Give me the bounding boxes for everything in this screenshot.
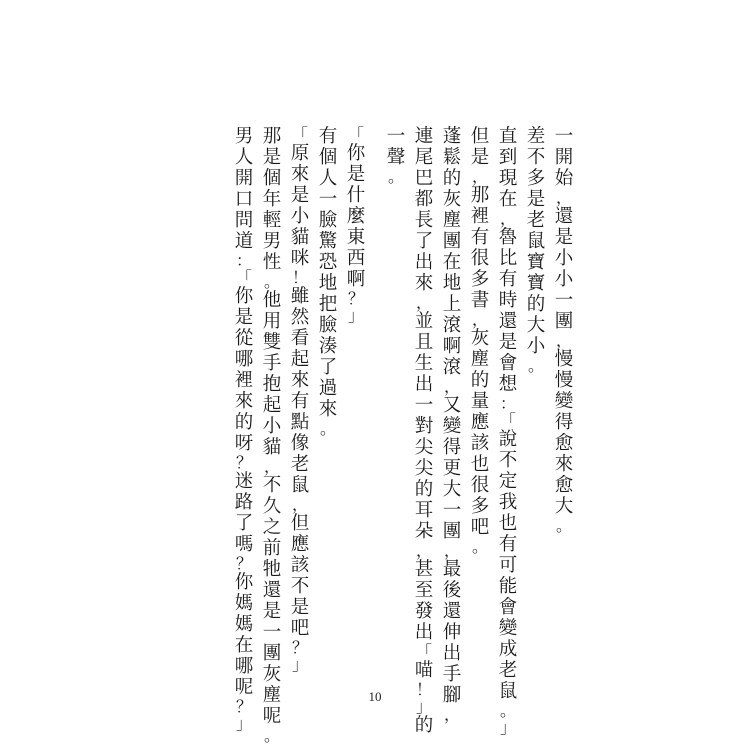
text-char: 量 — [470, 391, 490, 412]
text-char: 塵 — [262, 685, 282, 706]
text-char: 是 — [526, 189, 546, 210]
text-char: 那 — [262, 126, 282, 147]
text-char: 很 — [470, 248, 490, 269]
text-char: 有 — [498, 269, 518, 290]
text-char: 呢 — [234, 677, 254, 698]
text-char: 裡 — [234, 370, 254, 391]
text-char: 來 — [554, 454, 574, 475]
text-char: 起 — [262, 395, 282, 416]
text-char: 鼠 — [526, 231, 546, 252]
text-char: 來 — [414, 273, 434, 294]
text-char: 不 — [498, 450, 518, 471]
text-char: 得 — [442, 437, 462, 458]
text-char: 來 — [234, 391, 254, 412]
text-char: 一 — [318, 189, 338, 210]
text-char: 小 — [554, 269, 574, 290]
text-char: ， — [443, 705, 460, 724]
text-char: 能 — [498, 576, 518, 597]
text-char: 那 — [470, 185, 490, 206]
text-char: 魯 — [498, 227, 518, 248]
text-char: 連 — [414, 126, 434, 147]
text-char: 人 — [318, 168, 338, 189]
text-char: ？ — [291, 638, 308, 657]
text-char: 耳 — [414, 500, 434, 521]
text-char: 媽 — [234, 614, 254, 635]
text-char: 「 — [415, 642, 432, 661]
text-char: 伸 — [442, 622, 462, 643]
text-char: 在 — [234, 635, 254, 656]
text-char: 麼 — [346, 206, 366, 227]
text-char: 都 — [414, 189, 434, 210]
text-char: ， — [499, 209, 516, 228]
text-char: 蓬 — [442, 126, 462, 147]
text-char: 從 — [234, 328, 254, 349]
text-char: 」 — [347, 306, 364, 325]
text-char: 把 — [318, 294, 338, 315]
text-char: 是 — [262, 147, 282, 168]
text-char: 男 — [262, 231, 282, 252]
text-char: 的 — [414, 479, 434, 500]
text-char: 」 — [291, 655, 308, 674]
text-char: 是 — [290, 185, 310, 206]
text-char: 大 — [442, 479, 462, 500]
text-char: 道 — [234, 231, 254, 252]
text-char: 「 — [235, 268, 252, 287]
text-char: 巴 — [414, 168, 434, 189]
text-column — [382, 126, 410, 658]
text-char: 年 — [262, 189, 282, 210]
text-char: ， — [443, 541, 460, 560]
text-char: 是 — [346, 164, 366, 185]
text-char: ？ — [235, 697, 252, 716]
text-char: 老 — [498, 660, 518, 681]
text-char: 寶 — [526, 273, 546, 294]
text-char: 貓 — [290, 227, 310, 248]
text-char: 了 — [234, 513, 254, 534]
text-char: 」 — [235, 714, 252, 733]
text-char: 後 — [442, 580, 462, 601]
text-char: 可 — [498, 555, 518, 576]
text-char: 生 — [414, 353, 434, 374]
text-char: 灰 — [442, 189, 462, 210]
text-char: 你 — [346, 143, 366, 164]
text-char: 且 — [414, 332, 434, 353]
text-char: 吧 — [290, 618, 310, 639]
text-char: 老 — [526, 210, 546, 231]
text-char: 你 — [234, 286, 254, 307]
text-char: 雖 — [290, 286, 310, 307]
text-char: 大 — [554, 496, 574, 517]
text-char: ， — [291, 495, 308, 514]
text-char: 是 — [262, 601, 282, 622]
text-char: 多 — [470, 269, 490, 290]
text-column — [550, 126, 578, 658]
text-char: 個 — [262, 168, 282, 189]
text-char: 貓 — [262, 437, 282, 458]
text-char: 。 — [471, 537, 488, 556]
text-char: 一 — [386, 126, 406, 147]
text-column — [410, 126, 438, 736]
text-char: 「 — [347, 125, 364, 144]
text-char: 是 — [234, 307, 254, 328]
text-char: 。 — [263, 272, 280, 291]
text-char: 大 — [526, 315, 546, 336]
text-char: 應 — [290, 534, 310, 555]
text-char: 會 — [498, 353, 518, 374]
text-char: ？ — [235, 554, 252, 573]
text-char: ： — [235, 251, 252, 270]
text-char: 的 — [414, 715, 434, 736]
text-char: 湊 — [318, 336, 338, 357]
text-char: ， — [415, 293, 432, 312]
text-char: 寶 — [526, 252, 546, 273]
text-char: 出 — [442, 643, 462, 664]
text-char: 尖 — [414, 458, 434, 479]
text-char: 在 — [442, 252, 462, 273]
text-column — [522, 126, 550, 658]
text-char: 口 — [234, 189, 254, 210]
text-char: ： — [499, 394, 516, 413]
text-char: 呢 — [262, 706, 282, 727]
text-char: 現 — [498, 168, 518, 189]
text-char: 又 — [442, 395, 462, 416]
text-char: 像 — [290, 433, 310, 454]
text-char: 開 — [554, 147, 574, 168]
text-char: 上 — [442, 294, 462, 315]
text-char: 了 — [414, 231, 434, 252]
text-char: 很 — [470, 475, 490, 496]
text-char: 嗎 — [234, 534, 254, 555]
text-char: 。 — [555, 516, 572, 535]
text-char: 開 — [234, 168, 254, 189]
text-char: 你 — [234, 572, 254, 593]
text-char: 出 — [414, 374, 434, 395]
text-char: 團 — [442, 231, 462, 252]
text-char: 我 — [498, 492, 518, 513]
text-char: 咪 — [290, 248, 310, 269]
text-char: 不 — [526, 147, 546, 168]
page-number: 10 — [368, 689, 382, 704]
text-char: 最 — [442, 559, 462, 580]
text-char: 地 — [318, 273, 338, 294]
text-char: 差 — [526, 126, 546, 147]
text-char: 男 — [234, 126, 254, 147]
text-char: 過 — [318, 378, 338, 399]
text-char: 之 — [262, 517, 282, 538]
text-char: 輕 — [262, 210, 282, 231]
text-char: ！ — [415, 680, 432, 699]
text-char: 該 — [290, 555, 310, 576]
text-char: ！ — [291, 268, 308, 287]
text-char: 的 — [526, 294, 546, 315]
text-char: 地 — [442, 273, 462, 294]
text-char: 前 — [262, 538, 282, 559]
text-char: 還 — [554, 206, 574, 227]
text-char: 該 — [470, 433, 490, 454]
text-char: ， — [555, 331, 572, 350]
text-char: 鼠 — [290, 475, 310, 496]
text-char: 愈 — [554, 475, 574, 496]
text-char: 滾 — [442, 315, 462, 336]
text-char: 變 — [442, 416, 462, 437]
text-char: 更 — [442, 458, 462, 479]
text-char: 的 — [234, 412, 254, 433]
text-char: 想 — [498, 374, 518, 395]
text-char: 甚 — [414, 559, 434, 580]
text-char: 了 — [318, 357, 338, 378]
text-char: 一 — [262, 622, 282, 643]
text-char: 團 — [262, 643, 282, 664]
text-char: 變 — [554, 391, 574, 412]
text-char: 慢 — [554, 370, 574, 391]
text-char: ， — [471, 310, 488, 329]
text-char: 喵 — [414, 660, 434, 681]
text-char: 定 — [498, 471, 518, 492]
text-char: 迷 — [234, 471, 254, 492]
text-char: 哪 — [234, 349, 254, 370]
text-char: 愈 — [554, 433, 574, 454]
text-char: 始 — [554, 168, 574, 189]
text-char: 得 — [554, 412, 574, 433]
text-char: 用 — [262, 311, 282, 332]
text-char: ， — [415, 541, 432, 560]
text-char: 吧 — [470, 517, 490, 538]
text-char: 但 — [470, 126, 490, 147]
text-char: ， — [471, 167, 488, 186]
text-char: 團 — [442, 521, 462, 542]
text-char: 他 — [262, 290, 282, 311]
text-char: 。 — [263, 726, 280, 745]
text-char: 」 — [415, 697, 432, 716]
text-char: 聲 — [386, 147, 406, 168]
text-char: 到 — [498, 147, 518, 168]
text-char: 起 — [290, 349, 310, 370]
text-char: 有 — [498, 534, 518, 555]
text-char: 路 — [234, 492, 254, 513]
text-char: 來 — [290, 370, 310, 391]
text-char: ， — [555, 188, 572, 207]
text-char: 有 — [470, 227, 490, 248]
text-char: 呀 — [234, 433, 254, 454]
text-char: 尾 — [414, 147, 434, 168]
text-char: 手 — [442, 664, 462, 685]
text-char: 時 — [498, 290, 518, 311]
text-char: 也 — [470, 454, 490, 475]
text-char: 慢 — [554, 349, 574, 370]
text-char: 原 — [290, 143, 310, 164]
text-char: 但 — [290, 513, 310, 534]
text-char: 小 — [526, 336, 546, 357]
text-char: 鼠 — [498, 681, 518, 702]
text-char: 比 — [498, 248, 518, 269]
text-char: 的 — [442, 168, 462, 189]
text-char: ， — [443, 377, 460, 396]
text-char: 朵 — [414, 521, 434, 542]
text-char: 臉 — [318, 210, 338, 231]
text-column — [258, 126, 286, 745]
text-char: 媽 — [234, 593, 254, 614]
text-char: 點 — [290, 412, 310, 433]
text-char: 抱 — [262, 374, 282, 395]
text-char: 臉 — [318, 315, 338, 336]
text-char: 書 — [470, 290, 490, 311]
text-char: 西 — [346, 248, 366, 269]
text-char: 小 — [290, 206, 310, 227]
text-char: 人 — [234, 147, 254, 168]
text-char: 個 — [318, 147, 338, 168]
text-char: 不 — [290, 576, 310, 597]
text-char: 塵 — [470, 349, 490, 370]
text-char: 團 — [554, 311, 574, 332]
text-char: 成 — [498, 639, 518, 660]
text-char: 不 — [262, 475, 282, 496]
text-column — [438, 126, 466, 724]
text-char: 東 — [346, 227, 366, 248]
text-char: 牠 — [262, 559, 282, 580]
text-char: 小 — [262, 416, 282, 437]
text-char: 多 — [526, 168, 546, 189]
text-char: 什 — [346, 185, 366, 206]
text-char: 裡 — [470, 206, 490, 227]
text-char: 長 — [414, 210, 434, 231]
text-char: 並 — [414, 311, 434, 332]
text-char: 在 — [498, 189, 518, 210]
text-char: 「 — [291, 125, 308, 144]
text-char: 灰 — [262, 664, 282, 685]
text-char: 來 — [290, 164, 310, 185]
text-char: 還 — [262, 580, 282, 601]
text-char: 腳 — [442, 685, 462, 706]
text-char: 是 — [498, 332, 518, 353]
text-char: 尖 — [414, 437, 434, 458]
text-char: 哪 — [234, 656, 254, 677]
text-char: 雙 — [262, 332, 282, 353]
text-char: 說 — [498, 429, 518, 450]
text-char: 看 — [290, 328, 310, 349]
text-char: 」 — [499, 718, 516, 737]
text-char: 會 — [498, 597, 518, 618]
text-char: ， — [263, 457, 280, 476]
text-char: 變 — [498, 618, 518, 639]
text-char: 一 — [554, 126, 574, 147]
text-char: 來 — [318, 399, 338, 420]
text-char: 。 — [527, 356, 544, 375]
text-char: ？ — [235, 453, 252, 472]
text-char: 一 — [414, 395, 434, 416]
text-column — [342, 126, 370, 658]
text-char: 小 — [554, 248, 574, 269]
text-char: ？ — [347, 289, 364, 308]
text-char: 應 — [470, 412, 490, 433]
text-char: 是 — [554, 227, 574, 248]
text-char: 。 — [499, 701, 516, 720]
text-char: 多 — [470, 496, 490, 517]
text-char: 出 — [414, 252, 434, 273]
text-char: 性 — [262, 252, 282, 273]
text-column — [466, 126, 494, 658]
text-char: 一 — [442, 500, 462, 521]
text-char: 「 — [499, 411, 516, 430]
text-char: 灰 — [470, 328, 490, 349]
text-char: 是 — [290, 597, 310, 618]
text-char: 。 — [387, 167, 404, 186]
text-char: 塵 — [442, 210, 462, 231]
text-char: 還 — [498, 311, 518, 332]
text-char: 還 — [442, 601, 462, 622]
text-char: 對 — [414, 416, 434, 437]
text-char: 啊 — [442, 336, 462, 357]
text-column — [494, 126, 522, 737]
text-char: 出 — [414, 622, 434, 643]
text-char: 滾 — [442, 357, 462, 378]
text-column — [370, 126, 382, 658]
text-char: 有 — [318, 126, 338, 147]
text-char: 也 — [498, 513, 518, 534]
text-char: 久 — [262, 496, 282, 517]
text-char: 的 — [470, 370, 490, 391]
text-column — [314, 126, 342, 658]
text-char: 直 — [498, 126, 518, 147]
text-char: 問 — [234, 210, 254, 231]
text-char: 鬆 — [442, 147, 462, 168]
text-column — [230, 126, 258, 733]
text-char: 一 — [554, 290, 574, 311]
text-char: 發 — [414, 601, 434, 622]
text-char: 有 — [290, 391, 310, 412]
text-char: 至 — [414, 580, 434, 601]
text-char: 。 — [319, 419, 336, 438]
text-char: 啊 — [346, 269, 366, 290]
text-char: 然 — [290, 307, 310, 328]
text-char: 驚 — [318, 231, 338, 252]
text-char: 是 — [470, 147, 490, 168]
text-char: 恐 — [318, 252, 338, 273]
text-column — [286, 125, 314, 674]
text-char: 老 — [290, 454, 310, 475]
text-char: 手 — [262, 353, 282, 374]
